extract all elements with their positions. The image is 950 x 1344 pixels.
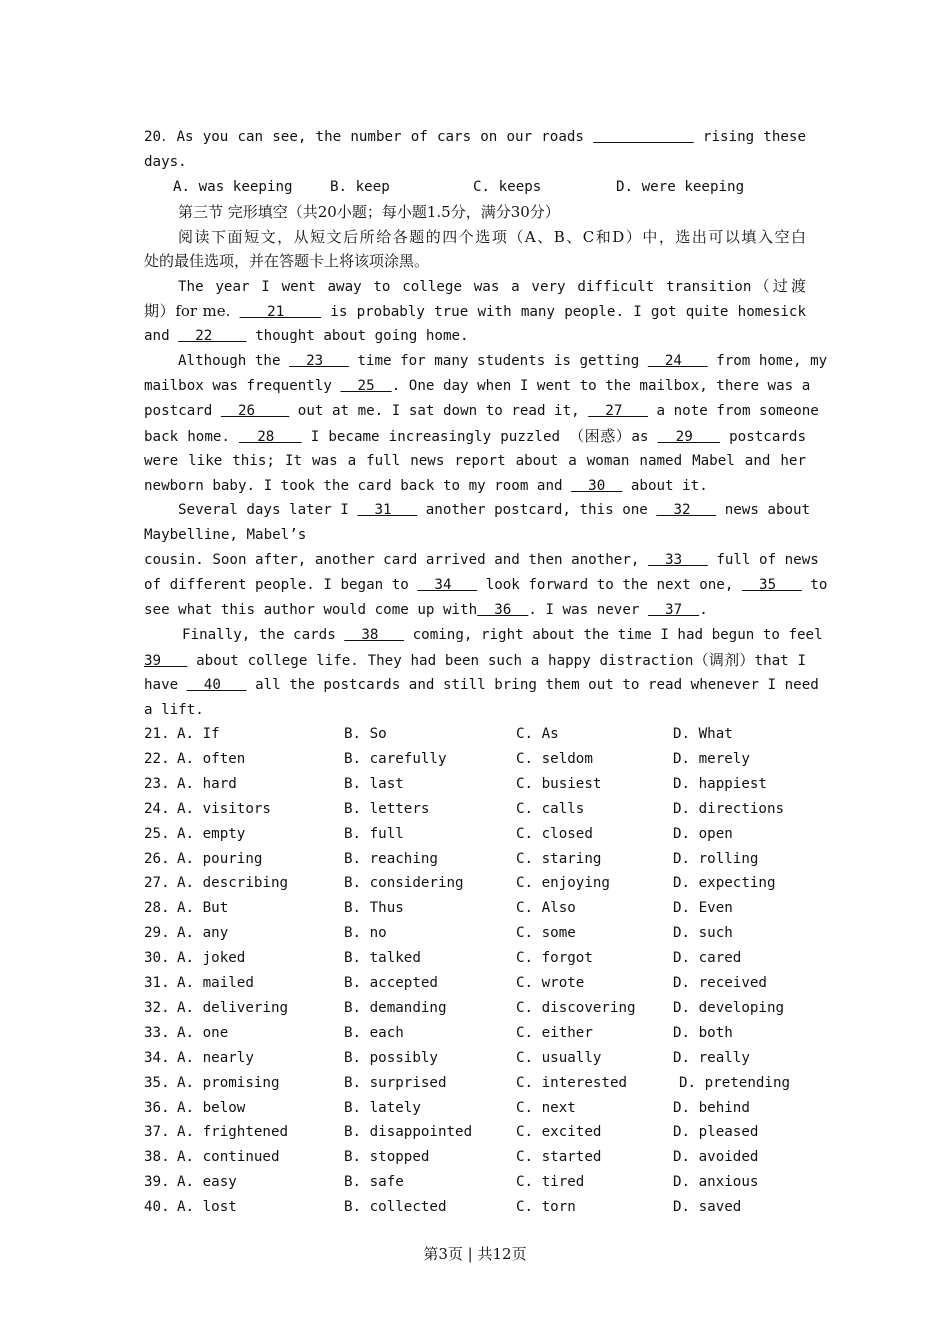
option-a: A. mailed: [177, 975, 254, 991]
blank-31: 31: [357, 502, 418, 518]
question-row: [144, 847, 806, 872]
option-a: A. empty: [177, 825, 246, 842]
blank-35: 35: [741, 577, 802, 593]
passage-line-10: Several days later I 31 another postcard, this one 32 news about: [178, 502, 811, 518]
blank-33: 33: [647, 552, 708, 568]
question-row: [144, 996, 806, 1021]
instruction-line-1: 阅读下面短文，从短文后所给各题的四个选项（A、B、C和D）中，选出可以填入空白: [178, 228, 806, 246]
option-c: C. torn: [516, 1199, 576, 1216]
option-d: D. What: [673, 726, 733, 742]
option-d: D. saved: [673, 1199, 742, 1216]
option-c: C. tired: [516, 1174, 585, 1191]
passage-line-16: 39 about college life. They had been such a happy distraction（调剂）that I: [144, 651, 807, 669]
option-c: C. enjoying: [516, 875, 610, 892]
option-d: D. open: [673, 825, 733, 842]
option-a: A. easy: [177, 1174, 237, 1191]
question-number: 26.: [144, 850, 170, 867]
question-row: [144, 1120, 806, 1145]
passage-line-12: cousin. Soon after, another card arrived and then another, 33 full of news: [144, 552, 819, 568]
q20-blank: [593, 129, 694, 145]
question-number: 23.: [144, 775, 170, 792]
blank-27: 27: [588, 403, 648, 419]
option-b: B. demanding: [344, 999, 447, 1016]
q20-option-a: A. was keeping: [173, 179, 293, 195]
question-number: 39.: [144, 1174, 170, 1191]
question-row: [144, 772, 806, 797]
question-row: [144, 797, 806, 822]
blank-40: 40: [186, 677, 247, 693]
passage-line-7: back home. 28 I became increasingly puzzled （困惑）as 29 postcards: [144, 427, 806, 445]
question-number: 24.: [144, 800, 170, 817]
option-b: B. stopped: [344, 1149, 430, 1166]
option-c: C. some: [516, 925, 576, 942]
blank-39: 39: [144, 653, 188, 669]
option-b: B. reaching: [344, 850, 438, 867]
option-b: B. each: [344, 1024, 404, 1041]
q20-options: [144, 175, 806, 200]
option-b: B. collected: [344, 1199, 447, 1216]
option-b: B. letters: [344, 800, 430, 817]
option-a: A. nearly: [177, 1049, 254, 1066]
option-a: A. delivering: [177, 999, 289, 1016]
question-row: [144, 1096, 806, 1121]
passage-line-8: were like this; It was a full news report about a woman named Mabel and her: [144, 453, 806, 469]
option-d: D. pretending: [679, 1074, 791, 1091]
blank-28: 28: [239, 429, 302, 445]
option-d: D. cared: [673, 950, 742, 967]
option-d: D. expecting: [673, 875, 776, 892]
option-a: A. any: [177, 925, 229, 942]
question-row: [144, 747, 806, 772]
option-d: D. anxious: [673, 1174, 759, 1191]
question-number: 21.: [144, 726, 170, 742]
option-a: A. visitors: [177, 800, 271, 817]
passage-line-11: Maybelline, Mabel’s: [144, 527, 307, 543]
passage-line-9: newborn baby. I took the card back to my room and 30 about it.: [144, 478, 708, 494]
option-d: D. such: [673, 925, 733, 942]
question-row: [144, 1170, 806, 1195]
q20-line-1: [144, 125, 806, 150]
option-c: C. As: [516, 726, 559, 742]
blank-23: 23: [289, 353, 349, 369]
option-c: C. busiest: [516, 775, 602, 792]
blank-22: 22: [178, 328, 247, 344]
option-c: C. next: [516, 1099, 576, 1116]
passage-line-5: mailbox was frequently 25 . One day when I went to the mailbox, there was a: [144, 378, 811, 394]
option-b: B. considering: [344, 875, 464, 892]
passage-line-3: and 22 thought about going home.: [144, 328, 469, 344]
option-c: C. interested: [516, 1074, 628, 1091]
option-b: B. Thus: [344, 900, 404, 917]
blank-21: 21: [239, 304, 322, 320]
option-d: D. received: [673, 975, 767, 991]
option-d: D. Even: [673, 900, 733, 917]
option-d: D. both: [673, 1024, 733, 1041]
passage-line-17: have 40 all the postcards and still bring them out to read whenever I need: [144, 677, 819, 693]
question-number: 29.: [144, 925, 170, 942]
passage-line-1: The year I went away to college was a very difficult transition（过渡: [178, 277, 806, 295]
question-number: 36.: [144, 1099, 170, 1116]
passage-line-4: Although the 23 time for many students is getting 24 from home, my: [178, 353, 828, 369]
question-number: 40.: [144, 1199, 170, 1216]
option-b: B. disappointed: [344, 1124, 473, 1141]
question-row: [144, 896, 806, 921]
option-a: A. one: [177, 1024, 229, 1041]
option-d: D. happiest: [673, 775, 767, 792]
question-number: 22.: [144, 750, 170, 767]
passage-line-13: of different people. I began to 34 look forward to the next one, 35 to: [144, 577, 828, 593]
option-a: A. often: [177, 750, 246, 767]
question-number: 31.: [144, 975, 170, 991]
option-c: C. closed: [516, 825, 593, 842]
option-a: A. joked: [177, 950, 246, 967]
blank-30: 30: [571, 478, 623, 494]
question-number: 28.: [144, 900, 170, 917]
question-number: 25.: [144, 825, 170, 842]
option-a: A. But: [177, 900, 229, 917]
option-b: B. full: [344, 825, 404, 842]
question-row: [144, 871, 806, 896]
option-c: C. started: [516, 1149, 602, 1166]
question-row: [144, 946, 806, 971]
question-number: 34.: [144, 1049, 170, 1066]
option-c: C. excited: [516, 1124, 602, 1141]
option-a: A. lost: [177, 1199, 237, 1216]
option-b: B. surprised: [344, 1074, 447, 1091]
blank-32: 32: [656, 502, 717, 518]
passage-line-6: postcard 26 out at me. I sat down to read it, 27 a note from someone: [144, 403, 819, 419]
question-row: [144, 921, 806, 946]
option-b: B. last: [344, 775, 404, 792]
question-number: 35.: [144, 1074, 170, 1091]
question-row: [144, 971, 806, 996]
blank-29: 29: [657, 429, 721, 445]
question-row: [144, 1195, 806, 1220]
option-c: C. discovering: [516, 999, 636, 1016]
option-b: B. no: [344, 925, 387, 942]
passage-line-15: Finally, the cards 38 coming, right about the time I had begun to feel: [182, 627, 823, 643]
option-c: C. usually: [516, 1049, 602, 1066]
blank-36: 36: [477, 602, 529, 618]
q20-line-2: days.: [144, 154, 187, 170]
option-c: C. staring: [516, 850, 602, 867]
option-c: C. calls: [516, 800, 585, 817]
blank-37: 37: [647, 602, 700, 618]
option-d: D. behind: [673, 1099, 750, 1116]
option-d: D. merely: [673, 750, 750, 767]
option-a: A. promising: [177, 1074, 280, 1091]
instruction-line-2: 处的最佳选项，并在答题卡上将该项涂黑。: [144, 252, 430, 270]
option-a: A. hard: [177, 775, 237, 792]
blank-34: 34: [417, 577, 478, 593]
option-d: D. developing: [673, 999, 785, 1016]
blank-26: 26: [220, 403, 290, 419]
q20-text-end: rising these: [702, 129, 807, 145]
page-footer: 第3页 | 共12页: [423, 1245, 527, 1263]
option-c: C. either: [516, 1024, 593, 1041]
option-d: D. pleased: [673, 1124, 759, 1141]
passage-line-14: see what this author would come up with 36 . I was never 37 .: [144, 602, 708, 618]
question-number: 32.: [144, 999, 170, 1016]
option-c: C. forgot: [516, 950, 593, 967]
option-d: D. really: [673, 1049, 750, 1066]
blank-38: 38: [344, 627, 405, 643]
option-b: B. accepted: [344, 975, 438, 991]
q20-option-c: C. keeps: [473, 179, 542, 195]
option-b: B. possibly: [344, 1049, 438, 1066]
option-d: D. avoided: [673, 1149, 759, 1166]
option-a: A. describing: [177, 875, 289, 892]
section-heading: 第三节 完形填空（共20小题；每小题1.5分，满分30分）: [178, 203, 560, 221]
q20-option-b: B. keep: [330, 179, 390, 195]
option-d: D. directions: [673, 800, 785, 817]
question-row: [144, 822, 806, 847]
option-b: B. So: [344, 726, 387, 742]
blank-24: 24: [647, 353, 708, 369]
option-c: C. wrote: [516, 975, 585, 991]
question-row: [144, 722, 806, 747]
question-number: 38.: [144, 1149, 170, 1166]
blank-25: 25: [340, 378, 392, 394]
question-row: [144, 1021, 806, 1046]
question-number: 27.: [144, 875, 170, 892]
option-c: C. seldom: [516, 750, 593, 767]
option-b: B. talked: [344, 950, 421, 967]
passage-line-2: 期）for me. 21 is probably true with many people. I got quite homesick: [144, 302, 807, 320]
option-a: A. If: [177, 726, 220, 742]
passage-line-18: a lift.: [144, 702, 204, 718]
option-b: B. safe: [344, 1174, 404, 1191]
option-a: A. below: [177, 1099, 246, 1116]
option-b: B. lately: [344, 1099, 421, 1116]
question-row: [144, 1145, 806, 1170]
question-number: 30.: [144, 950, 170, 967]
option-a: A. pouring: [177, 850, 263, 867]
question-number: 33.: [144, 1024, 170, 1041]
question-number: 37.: [144, 1124, 170, 1141]
q20-text: 20．As you can see, the number of cars on our roads: [144, 129, 584, 145]
question-row: [144, 1046, 806, 1071]
option-c: C. Also: [516, 900, 576, 917]
question-row: [144, 1071, 806, 1096]
option-b: B. carefully: [344, 750, 447, 767]
option-a: A. continued: [177, 1149, 280, 1166]
option-a: A. frightened: [177, 1124, 289, 1141]
q20-option-d: D. were keeping: [616, 179, 745, 195]
option-d: D. rolling: [673, 850, 759, 867]
